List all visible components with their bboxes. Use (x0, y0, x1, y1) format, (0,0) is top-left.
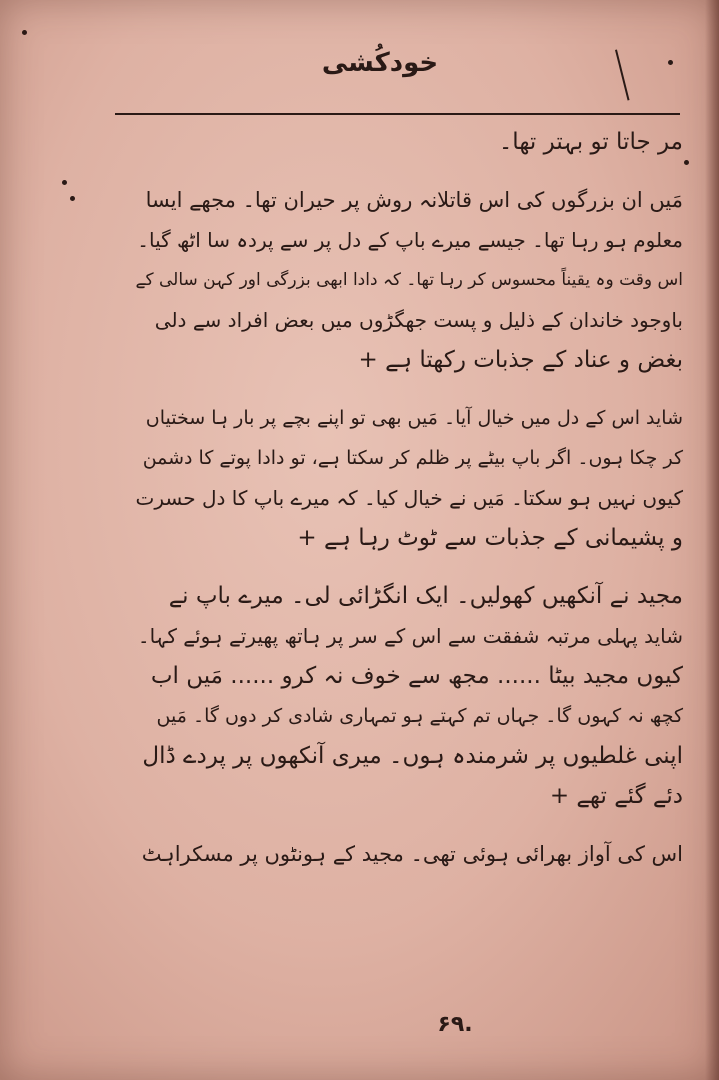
page-spine-shadow (705, 0, 719, 1080)
text-line: مجید نے آنکھیں کھولیں۔ ایک انگڑائی لی۔ میرے باپ نے (168, 583, 683, 609)
text-line: اس وقت وہ یقیناً محسوس کر رہا تھا۔ کہ دادا ابھی بزرگی اور کہن سالی کے (135, 270, 683, 290)
paragraph (135, 834, 683, 874)
text-line: کیوں مجید بیٹا ...... مجھ سے خوف نہ کرو ...... مَیں اب (150, 663, 683, 689)
text-line: مر جاتا تو بہتر تھا۔ (498, 129, 683, 155)
ink-speck (22, 30, 27, 35)
paragraph (135, 398, 683, 558)
page-number: ۶۹. (437, 1012, 473, 1037)
ink-speck (62, 180, 67, 185)
text-line: بغض و عناد کے جذبات رکھتا ہے + (358, 347, 683, 373)
text-line: شاید پہلی مرتبہ شفقت سے اس کے سر پر ہاتھ پھیرتے ہوئے کہا۔ (137, 624, 683, 648)
text-line: اس کی آواز بھرائی ہوئی تھی۔ مجید کے ہونٹوں پر مسکراہٹ (141, 842, 683, 866)
text-line: باوجود خاندان کے ذلیل و پست جھگڑوں میں بعض افراد سے دلی (154, 308, 683, 332)
paragraph (135, 122, 683, 162)
header-tick-mark (615, 50, 630, 101)
header-rule (115, 113, 680, 115)
text-line: کیوں نہیں ہو سکتا۔ مَیں نے خیال کیا۔ کہ میرے باپ کا دل حسرت (135, 486, 683, 510)
paragraph (135, 576, 683, 816)
text-line: کر چکا ہوں۔ اگر باپ بیٹے پر ظلم کر سکتا ہے، تو دادا پوتے کا دشمن (142, 447, 683, 469)
text-line: کچھ نہ کہوں گا۔ جہاں تم کہتے ہو تمہاری شادی کر دوں گا۔ مَیں (156, 705, 683, 727)
body-text (135, 122, 683, 892)
ink-speck (668, 60, 673, 65)
text-line: دئے گئے تھے + (549, 783, 683, 809)
text-line: شاید اس کے دل میں خیال آیا۔ مَیں بھی تو اپنے بچے پر بار ہا سختیاں (145, 407, 683, 429)
text-line: و پشیمانی کے جذبات سے ٹوٹ رہا ہے + (297, 525, 683, 551)
page-header-title: خودکُشی (321, 48, 439, 78)
ink-speck (70, 196, 75, 201)
text-line: معلوم ہو رہا تھا۔ جیسے میرے باپ کے دل پر سے پردہ سا اٹھ گیا۔ (137, 228, 683, 252)
text-line: مَیں ان بزرگوں کی اس قاتلانہ روش پر حیران تھا۔ مجھے ایسا (145, 188, 683, 212)
ink-speck (684, 160, 689, 165)
text-line: اپنی غلطیوں پر شرمندہ ہوں۔ میری آنکھوں پر پردے ڈال (142, 743, 683, 769)
paragraph (135, 180, 683, 380)
